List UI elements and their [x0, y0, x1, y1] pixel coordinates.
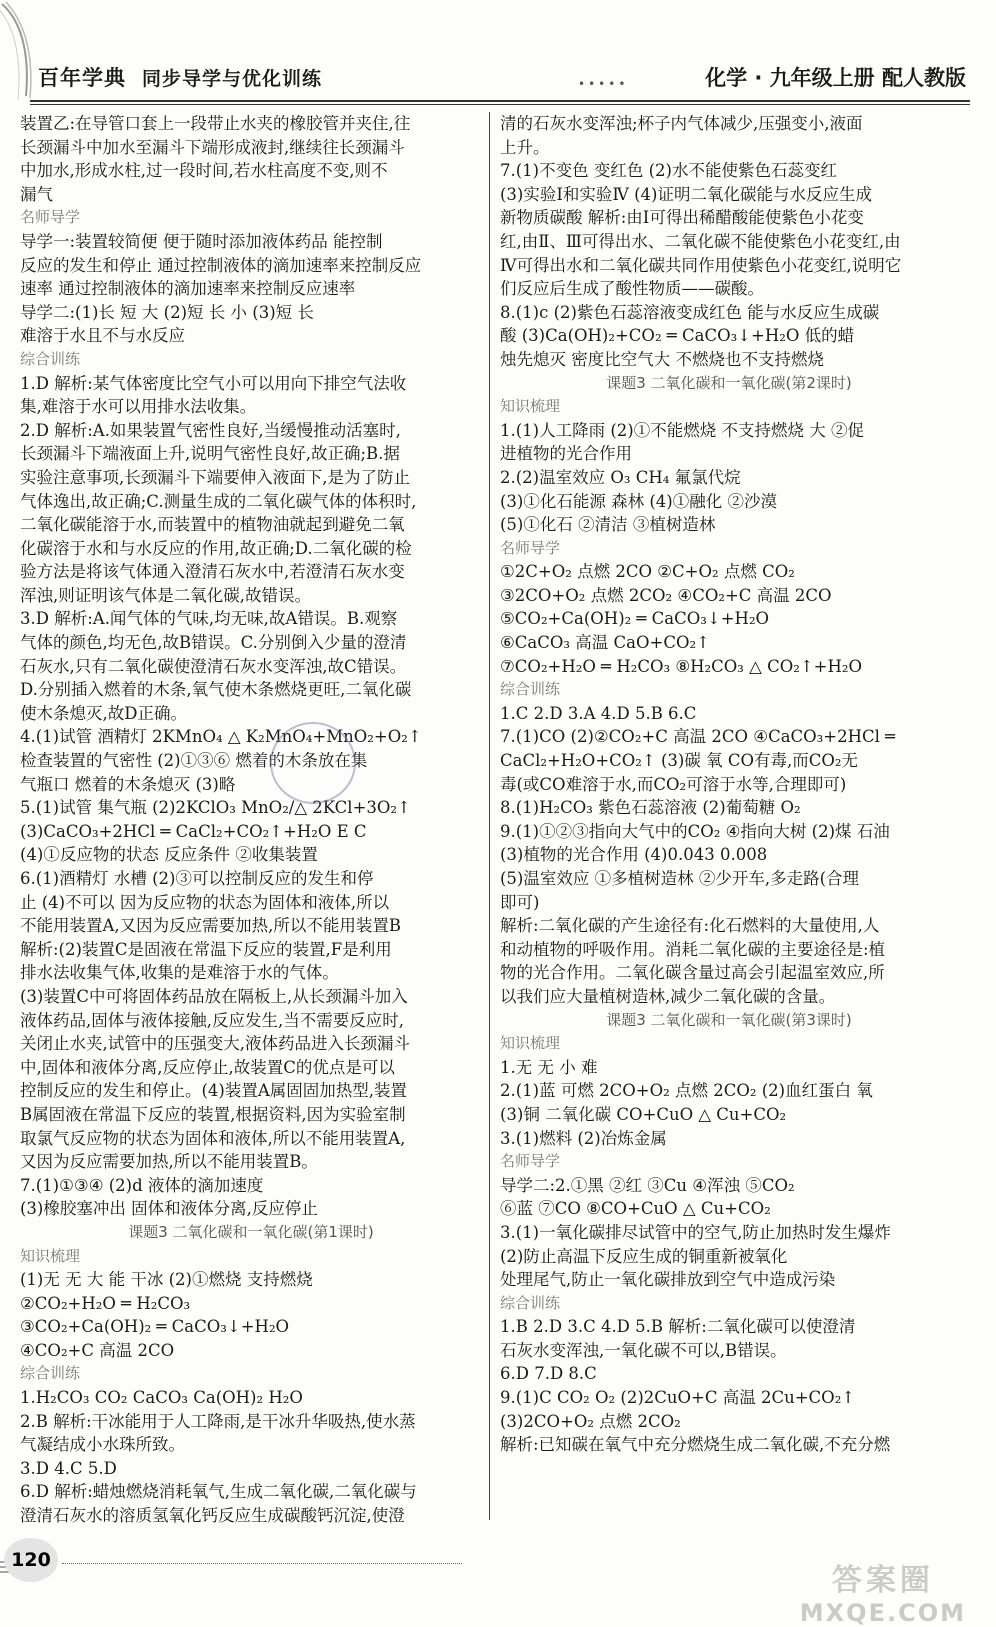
answer-line: 二氧化碳能溶于水,而装置中的植物油就起到避免二氧 — [20, 515, 405, 535]
answer-line: 3.D 4.C 5.D — [20, 1458, 117, 1478]
answer-line: 石灰水变浑浊,一氧化碳不可以,B错误。 — [500, 1340, 787, 1360]
answer-line: 和动植物的呼吸作用。消耗二氧化碳的主要途径是:植 — [500, 939, 886, 959]
answer-line: 毒(或CO难溶于水,而CO₂可溶于水等,合理即可) — [500, 774, 847, 794]
answer-line: 集,难溶于水可以用排水法收集。 — [20, 397, 257, 417]
answer-line: 7.(1)CO (2)②CO₂+C 高温 2CO ④CaCO₃+2HCl ═ — [500, 727, 896, 747]
answer-line: Ⅳ可得出水和二氧化碳共同作用使紫色小花变红,说明它 — [500, 255, 902, 275]
answer-line: 红,由Ⅱ、Ⅲ可得出水、二氧化碳不能使紫色小花变红,由 — [500, 231, 901, 251]
answer-line: 导学二:(1)长 短 大 (2)短 长 小 (3)短 长 — [20, 302, 314, 322]
answer-line: (3)实验Ⅰ和实验Ⅳ (4)证明二氧化碳能与水反应生成 — [500, 184, 872, 204]
answer-line: 清的石灰水变浑浊;杯子内气体减少,压强变小,液面 — [500, 114, 863, 133]
answer-line: 6.D 7.D 8.C — [500, 1364, 597, 1384]
answer-line: ②CO₂+H₂O ═ H₂CO₃ — [20, 1293, 191, 1313]
answer-line: (3)①化石能源 森林 (4)①融化 ②沙漠 — [500, 491, 777, 511]
answer-line: 2.(2)温室效应 O₃ CH₄ 氟氯代烷 — [500, 467, 741, 487]
library-stamp — [270, 722, 356, 804]
answer-line: (3)2CO+O₂ 点燃 2CO₂ — [500, 1411, 681, 1431]
series-subtitle: 同步导学与优化训练 — [142, 68, 323, 90]
watermark-line2: MXQE.COM — [799, 1599, 966, 1627]
answer-line: 3.(1)一氧化碳排尽试管中的空气,防止加热时发生爆炸 — [500, 1222, 891, 1242]
section-heading: 名师导学 — [500, 1152, 561, 1171]
answer-line: (3)橡胶塞冲出 固体和液体分离,反应停止 — [20, 1199, 318, 1219]
answer-line: 速率 通过控制液体的滴加速率来控制反应速率 — [20, 279, 356, 299]
answer-line: 酸 (3)Ca(OH)₂+CO₂ ═ CaCO₃↓+H₂O 低的蜡 — [500, 326, 855, 346]
watermark-line1: 答案圈 — [831, 1563, 934, 1598]
answer-line: 导学一:装置较简便 便于随时添加液体药品 能控制 — [20, 231, 383, 251]
answer-line: (3)CaCO₃+2HCl ═ CaCl₂+CO₂↑+H₂O E C — [20, 821, 367, 841]
answer-line: 8.(1)H₂CO₃ 紫色石蕊溶液 (2)葡萄糖 O₂ — [500, 798, 801, 818]
section-heading: 综合训练 — [20, 349, 81, 368]
answer-line: 取氯气反应物的状态为固体和液体,所以不能用装置A, — [20, 1128, 406, 1148]
section-heading: 综合训练 — [20, 1364, 81, 1383]
answer-line: (1)无 无 大 能 干冰 (2)①燃烧 支持燃烧 — [20, 1270, 313, 1290]
answer-line: 解析:(2)装置C是固液在常温下反应的装置,F是利用 — [20, 939, 392, 959]
answer-line: 止 (4)不可以 因为反应物的状态为固体和液体,所以 — [20, 892, 390, 912]
answer-line: 气凝结成小水珠所致。 — [20, 1435, 185, 1455]
answer-line: ⑥CaCO₃ 高温 CaO+CO₂↑ — [500, 633, 710, 653]
answer-line: 9.(1)C CO₂ O₂ (2)2CuO+C 高温 2Cu+CO₂↑ — [500, 1388, 856, 1408]
answer-line: 导学二:2.①黑 ②红 ③Cu ④浑浊 ⑤CO₂ — [500, 1175, 795, 1195]
answer-line: ④CO₂+C 高温 2CO — [20, 1340, 175, 1360]
header-rule — [30, 100, 970, 102]
answer-line: 1.B 2.D 3.C 4.D 5.B 解析:二氧化碳可以使澄清 — [500, 1317, 856, 1337]
answer-line: ⑤CO₂+Ca(OH)₂ ═ CaCO₃↓+H₂O — [500, 609, 770, 629]
answer-line: 以我们应大量植树造林,减少二氧化碳的含量。 — [500, 986, 836, 1006]
answer-line: 新物质碳酸 解析:由Ⅰ可得出稀醋酸能使紫色小花变 — [500, 208, 864, 228]
answer-line: 烛先熄灭 密度比空气大 不燃烧也不支持燃烧 — [500, 349, 824, 369]
book-title — [38, 62, 322, 92]
section-heading: 名师导学 — [500, 538, 561, 557]
page-number: 120 — [4, 1538, 58, 1582]
answer-line: 7.(1)①③④ (2)d 液体的滴加速度 — [20, 1175, 264, 1195]
answer-line: 即可) — [500, 892, 540, 912]
lesson-title: 课题3 二氧化碳和一氧化碳(第2课时) — [606, 373, 852, 392]
left-column — [20, 112, 482, 1528]
answer-line: 解析:已知碳在氧气中充分燃烧生成二氧化碳,不充分燃 — [500, 1435, 891, 1455]
section-heading: 知识梳理 — [500, 1034, 561, 1053]
answer-line: 物的光合作用。二氧化碳含量过高会引起温室效应,所 — [500, 963, 885, 983]
answer-line: 使木条熄灭,故D正确。 — [20, 703, 187, 723]
answer-line: 1.无 无 小 难 — [500, 1057, 598, 1077]
series-title: 百年学典 — [38, 66, 126, 90]
section-heading: 综合训练 — [500, 1293, 561, 1312]
answer-line: ⑦CO₂+H₂O ═ H₂CO₃ ⑧H₂CO₃ △ CO₂↑+H₂O — [500, 656, 863, 676]
answer-line: 6.D 解析:蜡烛燃烧消耗氧气,生成二氧化碳,二氧化碳与 — [20, 1482, 417, 1502]
answer-line: 不能用装置A,又因为反应需要加热,所以不能用装置B — [20, 916, 402, 936]
lesson-title: 课题3 二氧化碳和一氧化碳(第1课时) — [128, 1222, 374, 1241]
section-heading: 知识梳理 — [20, 1246, 81, 1265]
answer-line: ⑥蓝 ⑦CO ⑧CO+CuO △ Cu+CO₂ — [500, 1199, 771, 1219]
answer-line: 浑浊,则证明该气体是二氧化碳,故错误。 — [20, 585, 311, 605]
answer-line: 2.D 解析:A.如果装置气密性良好,当缓慢推动活塞时, — [20, 420, 401, 440]
answer-line: (3)铜 二氧化碳 CO+CuO △ Cu+CO₂ — [500, 1104, 787, 1124]
answer-line: 实验注意事项,长颈漏斗下端要伸入液面下,是为了防止 — [20, 467, 410, 487]
answer-line: 又因为反应需要加热,所以不能用装置B。 — [20, 1152, 318, 1172]
section-heading: 知识梳理 — [500, 397, 561, 416]
answer-line: (5)①化石 ②清洁 ③植树造林 — [500, 515, 716, 535]
answer-line: (5)温室效应 ①多植树造林 ②少开车,多走路(合理 — [500, 869, 860, 888]
answer-line: 处理尾气,防止一氧化碳排放到空气中造成污染 — [500, 1270, 836, 1290]
answer-line: 4.(1)试管 酒精灯 2KMnO₄ △ K₂MnO₄+MnO₂+O₂↑ — [20, 727, 422, 747]
answer-line: 液体药品,固体与液体接触,反应发生,当不需要反应时, — [20, 1010, 404, 1030]
section-heading: 名师导学 — [20, 208, 81, 227]
answer-line: 2.B 解析:干冰能用于人工降雨,是干冰升华吸热,使水蒸 — [20, 1411, 416, 1431]
answer-line: 控制反应的发生和停止。(4)装置A属固固加热型,装置 — [20, 1081, 408, 1101]
answer-line: 难溶于水且不与水反应 — [20, 326, 185, 346]
answer-line: 中加水,形成水柱,过一段时间,若水柱高度不变,则不 — [20, 161, 388, 181]
answer-line: D.分别插入燃着的木条,氧气使木条燃烧更旺,二氧化碳 — [20, 680, 412, 700]
column-divider — [489, 112, 490, 1520]
answer-line: 中,固体和液体分离,反应停止,故装置C的优点是可以 — [20, 1057, 395, 1077]
answer-line: 1.(1)人工降雨 (2)①不能燃烧 不支持燃烧 大 ②促 — [500, 420, 864, 440]
answer-line: 1.H₂CO₃ CO₂ CaCO₃ Ca(OH)₂ H₂O — [20, 1388, 303, 1408]
page-header — [0, 0, 996, 104]
answer-line: 进植物的光合作用 — [500, 444, 632, 464]
answer-line: 7.(1)不变色 变红色 (2)水不能使紫色石蕊变红 — [500, 161, 837, 181]
answer-line: 3.(1)燃料 (2)冶炼金属 — [500, 1128, 667, 1148]
answer-line: CaCl₂+H₂O+CO₂↑ (3)碳 氧 CO有毒,而CO₂无 — [500, 751, 859, 771]
header-dots: ••••• — [578, 77, 629, 91]
answer-line: (2)防止高温下反应生成的铜重新被氧化 — [500, 1246, 788, 1266]
answer-line: 检查装置的气密性 (2)①③⑥ 燃着的木条放在集 — [20, 751, 368, 771]
answer-line: (3)植物的光合作用 (4)0.043 0.008 — [500, 845, 768, 865]
answer-line: 漏气 — [20, 184, 53, 204]
answer-line: 3.D 解析:A.闻气体的气味,均无味,故A错误。B.观察 — [20, 609, 398, 629]
answer-line: 排水法收集气体,收集的是难溶于水的气体。 — [20, 963, 339, 983]
answer-line: ①2C+O₂ 点燃 2CO ②C+O₂ 点燃 CO₂ — [500, 562, 795, 582]
answer-line: 解析:二氧化碳的产生途径有:化石燃料的大量使用,人 — [500, 916, 880, 936]
answer-line: 上升。 — [500, 137, 550, 157]
answer-line: (4)①反应物的状态 反应条件 ②收集装置 — [20, 845, 318, 865]
feather-swoosh-icon — [0, 0, 40, 104]
answer-line: 反应的发生和停止 通过控制液体的滴加速率来控制反应 — [20, 255, 422, 275]
answer-line: 9.(1)①②③指向大气中的CO₂ ④指向大树 (2)煤 石油 — [500, 821, 890, 841]
answer-line: 8.(1)c (2)紫色石蕊溶液变成红色 能与水反应生成碳 — [500, 302, 880, 322]
answer-line: 长颈漏斗中加水至漏斗下端形成液封,继续往长颈漏斗 — [20, 137, 405, 157]
header-rule-thin — [30, 104, 970, 105]
site-watermark — [800, 1555, 966, 1627]
answer-line: 6.(1)酒精灯 水槽 (2)③可以控制反应的发生和停 — [20, 869, 374, 888]
right-column — [500, 112, 958, 1457]
answer-line: 1.D 解析:某气体密度比空气小可以用向下排空气法收 — [20, 373, 407, 393]
answer-line: 2.(1)蓝 可燃 2CO+O₂ 点燃 2CO₂ (2)血红蛋白 氧 — [500, 1081, 873, 1101]
answer-line: 澄清石灰水的溶质氢氧化钙反应生成碳酸钙沉淀,使澄 — [20, 1506, 405, 1526]
answer-line: 化碳溶于水和与水反应的作用,故正确;D.二氧化碳的检 — [20, 538, 412, 558]
answer-line: 长颈漏斗下端液面上升,说明气密性良好,故正确;B.据 — [20, 444, 400, 464]
subject-grade: 化学 · 九年级上册 配人教版 — [705, 66, 966, 90]
answer-line: 装置乙:在导管口套上一段带止水夹的橡胶管并夹住,往 — [20, 114, 411, 133]
answer-line: ③CO₂+Ca(OH)₂ ═ CaCO₃↓+H₂O — [20, 1317, 290, 1337]
answer-line: 5.(1)试管 集气瓶 (2)2KClO₃ MnO₂/△ 2KCl+3O₂↑ — [20, 798, 411, 818]
footer-rule — [62, 1563, 462, 1564]
lesson-title: 课题3 二氧化碳和一氧化碳(第3课时) — [606, 1010, 852, 1029]
answer-line: 们反应后生成了酸性物质——碳酸。 — [500, 279, 764, 299]
answer-line: 验方法是将该气体通入澄清石灰水中,若澄清石灰水变 — [20, 562, 405, 582]
answer-line: 气体的颜色,均无色,故B错误。C.分别倒入少量的澄清 — [20, 633, 407, 653]
answer-line: 石灰水,只有二氧化碳使澄清石灰水变浑浊,故C错误。 — [20, 656, 407, 676]
section-heading: 综合训练 — [500, 680, 561, 699]
answer-line: 1.C 2.D 3.A 4.D 5.B 6.C — [500, 703, 697, 723]
answer-line: (3)装置C中可将固体药品放在隔板上,从长颈漏斗加入 — [20, 986, 408, 1006]
answer-line: 气体逸出,故正确;C.测量生成的二氧化碳气体的体积时, — [20, 491, 417, 511]
answer-line: ③2CO+O₂ 点燃 2CO₂ ④CO₂+C 高温 2CO — [500, 585, 832, 605]
answer-line: 气瓶口 燃着的木条熄灭 (3)略 — [20, 774, 236, 794]
answer-line: 关闭止水夹,试管中的压强变大,液体药品进入长颈漏斗 — [20, 1034, 410, 1054]
answer-line: B属固液在常温下反应的装置,根据资料,因为实验室制 — [20, 1104, 406, 1124]
